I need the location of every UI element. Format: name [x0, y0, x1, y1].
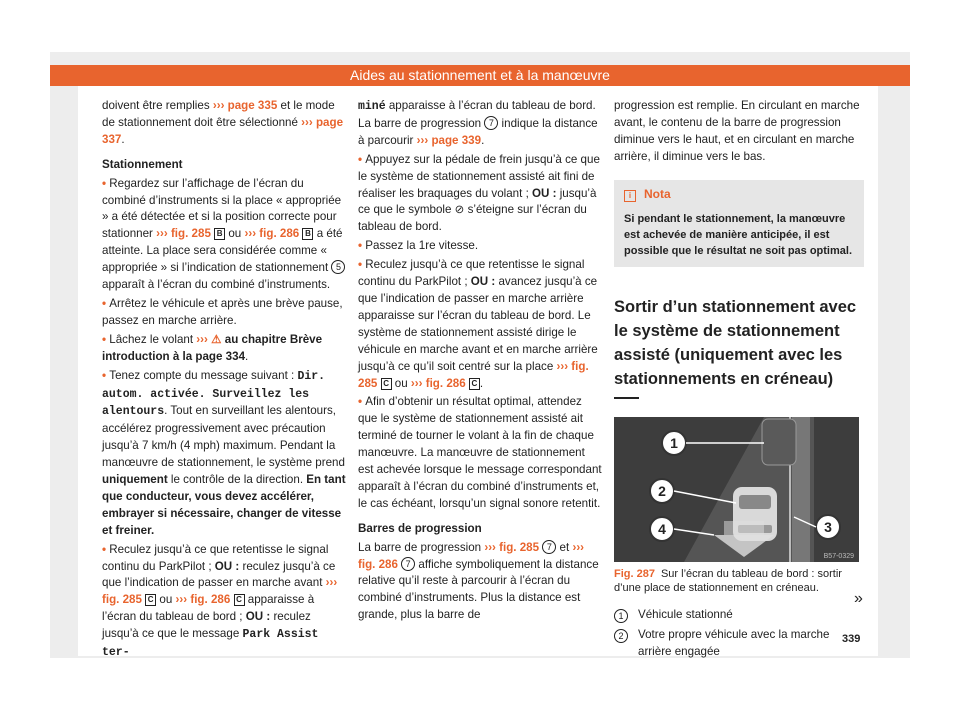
- text: Tenez compte du message suivant :: [109, 368, 298, 382]
- text: affiche symboliquement la distance relative qu’il reste à parcourir à l’écran du combiné d’instruments. Plus la distance est grande, plus la barre de: [358, 557, 599, 622]
- text: doivent être remplies: [102, 99, 213, 112]
- text: ou: [225, 227, 245, 241]
- emphasis: En tant que conducteur, vous devez accélérer, embrayer si nécessaire, changer de vitesse et freiner.: [102, 473, 346, 537]
- section-heading: Sortir d’un stationnement avec le système de stationnement assisté (uniquement avec les stationnements en créneau): [614, 297, 857, 388]
- callout-number: 7: [542, 540, 556, 554]
- text: Regardez sur l’affichage de l’écran du combiné d’instruments si la place « appropriée » a été détectée et si la position correcte pour stationner: [102, 176, 342, 241]
- callout-label: 2: [658, 482, 666, 499]
- warning-icon: ⚠: [211, 332, 222, 346]
- figure-link[interactable]: ››› fig. 286: [410, 376, 466, 390]
- text: Appuyez sur la pédale de frein jusqu’à ce que le système de stationnement assisté ait fini de réaliser les braquages du volant ;: [358, 152, 600, 200]
- figure-link[interactable]: ››› fig. 285: [102, 576, 338, 607]
- page-header: Aides au stationnement et à la manœuvre: [50, 65, 910, 86]
- text: La barre de progression: [358, 540, 485, 554]
- callout-number: 5: [331, 260, 345, 274]
- figure-panel-badge: C: [145, 594, 156, 606]
- text: reculez jusqu’à ce que le message: [102, 610, 311, 641]
- display-message: Dir. autom. activée. Surveillez les alentours: [102, 369, 326, 419]
- callout-label: 1: [670, 434, 678, 451]
- emphasis: uniquement: [102, 473, 168, 487]
- bullet-item: • Afin d’obtenir un résultat optimal, attendez que le système de stationnement assisté ait terminé de tourner le volant à la fin de chaque manœuvre. La manœuvre de stationnement est achevée lorsque le message correspondant apparaît à l’écran du combiné d’instruments et, le cas échéant, lorsqu’un signal sonore retentit.: [358, 394, 603, 512]
- continued-marker: »: [854, 590, 863, 607]
- bullet-item: [102, 368, 347, 540]
- paragraph: [102, 98, 347, 149]
- text: .: [481, 133, 485, 147]
- figure-code: B57-0329: [823, 552, 854, 560]
- paragraph: [358, 540, 603, 625]
- bullet-item: • Passez la 1re vitesse.: [358, 238, 603, 255]
- figure-link[interactable]: ››› fig. 286: [175, 593, 231, 607]
- bullet-item: [102, 332, 347, 366]
- page-link[interactable]: ››› page 335: [212, 99, 278, 112]
- bullet-item: [102, 176, 347, 294]
- callout-number: 2: [614, 629, 628, 643]
- callout-label: 4: [658, 520, 666, 537]
- parking-exit-illustration: [614, 417, 859, 562]
- figure-link[interactable]: ››› fig. 286: [358, 540, 585, 571]
- bullet-item: [102, 542, 347, 662]
- legend-text: Véhicule stationné: [638, 607, 733, 621]
- text: avancez jusqu’à ce que l’indication de passer en marche arrière apparaisse sur l’écran du tableau de bord. Le système de stationnement assisté dirige le véhicule en marche avant et en marche arrière jusqu’à ce qu’il soit centré sur la place: [358, 275, 598, 373]
- callout-label: 3: [824, 518, 832, 535]
- text: le contrôle de la direction.: [167, 473, 307, 487]
- text: jusqu’à ce que le symbole: [358, 186, 597, 217]
- figure-panel-badge: B: [302, 228, 313, 240]
- subheading: Stationnement: [102, 157, 183, 171]
- text: s’éteigne sur l’écran du tableau de bord.: [358, 203, 587, 234]
- emphasis: OU :: [470, 275, 496, 289]
- text: a été atteinte. La place sera considérée comme « appropriée » si l’indication de stationnement: [102, 227, 343, 275]
- parked-vehicle: [762, 419, 796, 465]
- subheading: Barres de progression: [358, 521, 482, 535]
- page-number: 339: [842, 633, 861, 645]
- text: reculez jusqu’à ce que l’indication de passer en marche avant: [102, 559, 336, 590]
- text: Lâchez le volant: [109, 332, 197, 346]
- emphasis: OU :: [214, 559, 240, 573]
- text: .: [479, 376, 484, 390]
- text: et le mode de stationnement doit être sélectionné: [102, 99, 335, 129]
- bullet-item: • Arrêtez le véhicule et après une brève pause, passez en marche arrière.: [102, 296, 347, 330]
- note-box: [614, 180, 864, 267]
- text: indique la distance à parcourir: [358, 116, 598, 147]
- figure-287: [614, 417, 859, 562]
- figure-panel-badge: B: [214, 228, 225, 240]
- paragraph: progression est remplie. En circulant en marche avant, le contenu de la barre de progression diminue vers le haut, et en circulant en marche arrière, il diminue vers le bas.: [614, 99, 860, 163]
- figure-panel-badge: C: [234, 594, 245, 606]
- text: . Tout en surveillant les alentours, accélérez progressivement avec précaution jusqu’à 7 km/h (4 mph) maximum. Pendant la manœuvre de stationnement, le système prend: [102, 404, 345, 470]
- note-text: Si pendant le stationnement, la manœuvre est achevée de manière anticipée, il est possible que le résultat ne soit pas optimal.: [624, 212, 852, 257]
- chapter-link[interactable]: ›››: [196, 332, 208, 346]
- legend-list: [614, 607, 864, 662]
- emphasis: OU :: [245, 610, 271, 624]
- chapter-link-text[interactable]: au chapitre Brève introduction à la page 334: [102, 332, 323, 363]
- callout-number: 7: [401, 557, 415, 571]
- text: ou: [156, 593, 176, 607]
- display-message: miné: [358, 100, 386, 113]
- text: .: [245, 349, 249, 363]
- column-1: [102, 98, 347, 670]
- legend-item: [614, 607, 864, 624]
- figure-label: Fig. 287: [614, 567, 655, 580]
- text: apparaisse à l’écran du tableau de bord ;: [102, 593, 315, 624]
- note-header: [624, 186, 854, 203]
- steering-symbol-icon: ⊘: [454, 203, 465, 217]
- figure-link[interactable]: ››› fig. 285: [156, 227, 211, 241]
- heading-rule: [614, 397, 639, 399]
- bullet-item: [358, 152, 603, 237]
- legend-item: [614, 627, 864, 661]
- text: et: [556, 540, 573, 554]
- figure-panel-badge: C: [469, 378, 480, 390]
- bullet-item: [358, 257, 603, 392]
- text: Reculez jusqu’à ce que retentisse le signal continu du ParkPilot ;: [102, 542, 329, 573]
- figure-caption: [614, 567, 864, 595]
- text: apparaisse à l’écran du tableau de bord. La barre de progression: [358, 99, 596, 130]
- column-3: [614, 98, 864, 661]
- note-title: Nota: [644, 186, 671, 201]
- page-link[interactable]: ››› page 339: [416, 133, 482, 147]
- emphasis: OU :: [532, 186, 557, 200]
- legend-text: Votre propre véhicule avec la marche arrière engagée: [638, 628, 830, 659]
- text: Reculez jusqu’à ce que retentisse le signal continu du ParkPilot ;: [358, 258, 585, 289]
- text: ou: [391, 376, 411, 390]
- callout-number: 1: [614, 609, 628, 623]
- text: apparaît à l’écran du combiné d’instruments.: [102, 278, 331, 292]
- page-link[interactable]: ››› page 337: [102, 115, 344, 146]
- callout-number: 7: [484, 116, 498, 130]
- caption-text: Sur l’écran du tableau de bord : sortir d’une place de stationnement en créneau.: [614, 567, 842, 594]
- info-icon: i: [624, 190, 636, 202]
- display-message: Park Assist ter-: [102, 628, 319, 660]
- figure-link[interactable]: ››› fig. 285: [484, 540, 540, 554]
- paragraph: [358, 98, 603, 150]
- text: .: [121, 132, 125, 146]
- column-2: [358, 98, 603, 632]
- figure-panel-badge: C: [381, 378, 392, 390]
- figure-link[interactable]: ››› fig. 285: [358, 359, 589, 390]
- figure-link[interactable]: ››› fig. 286: [244, 227, 300, 241]
